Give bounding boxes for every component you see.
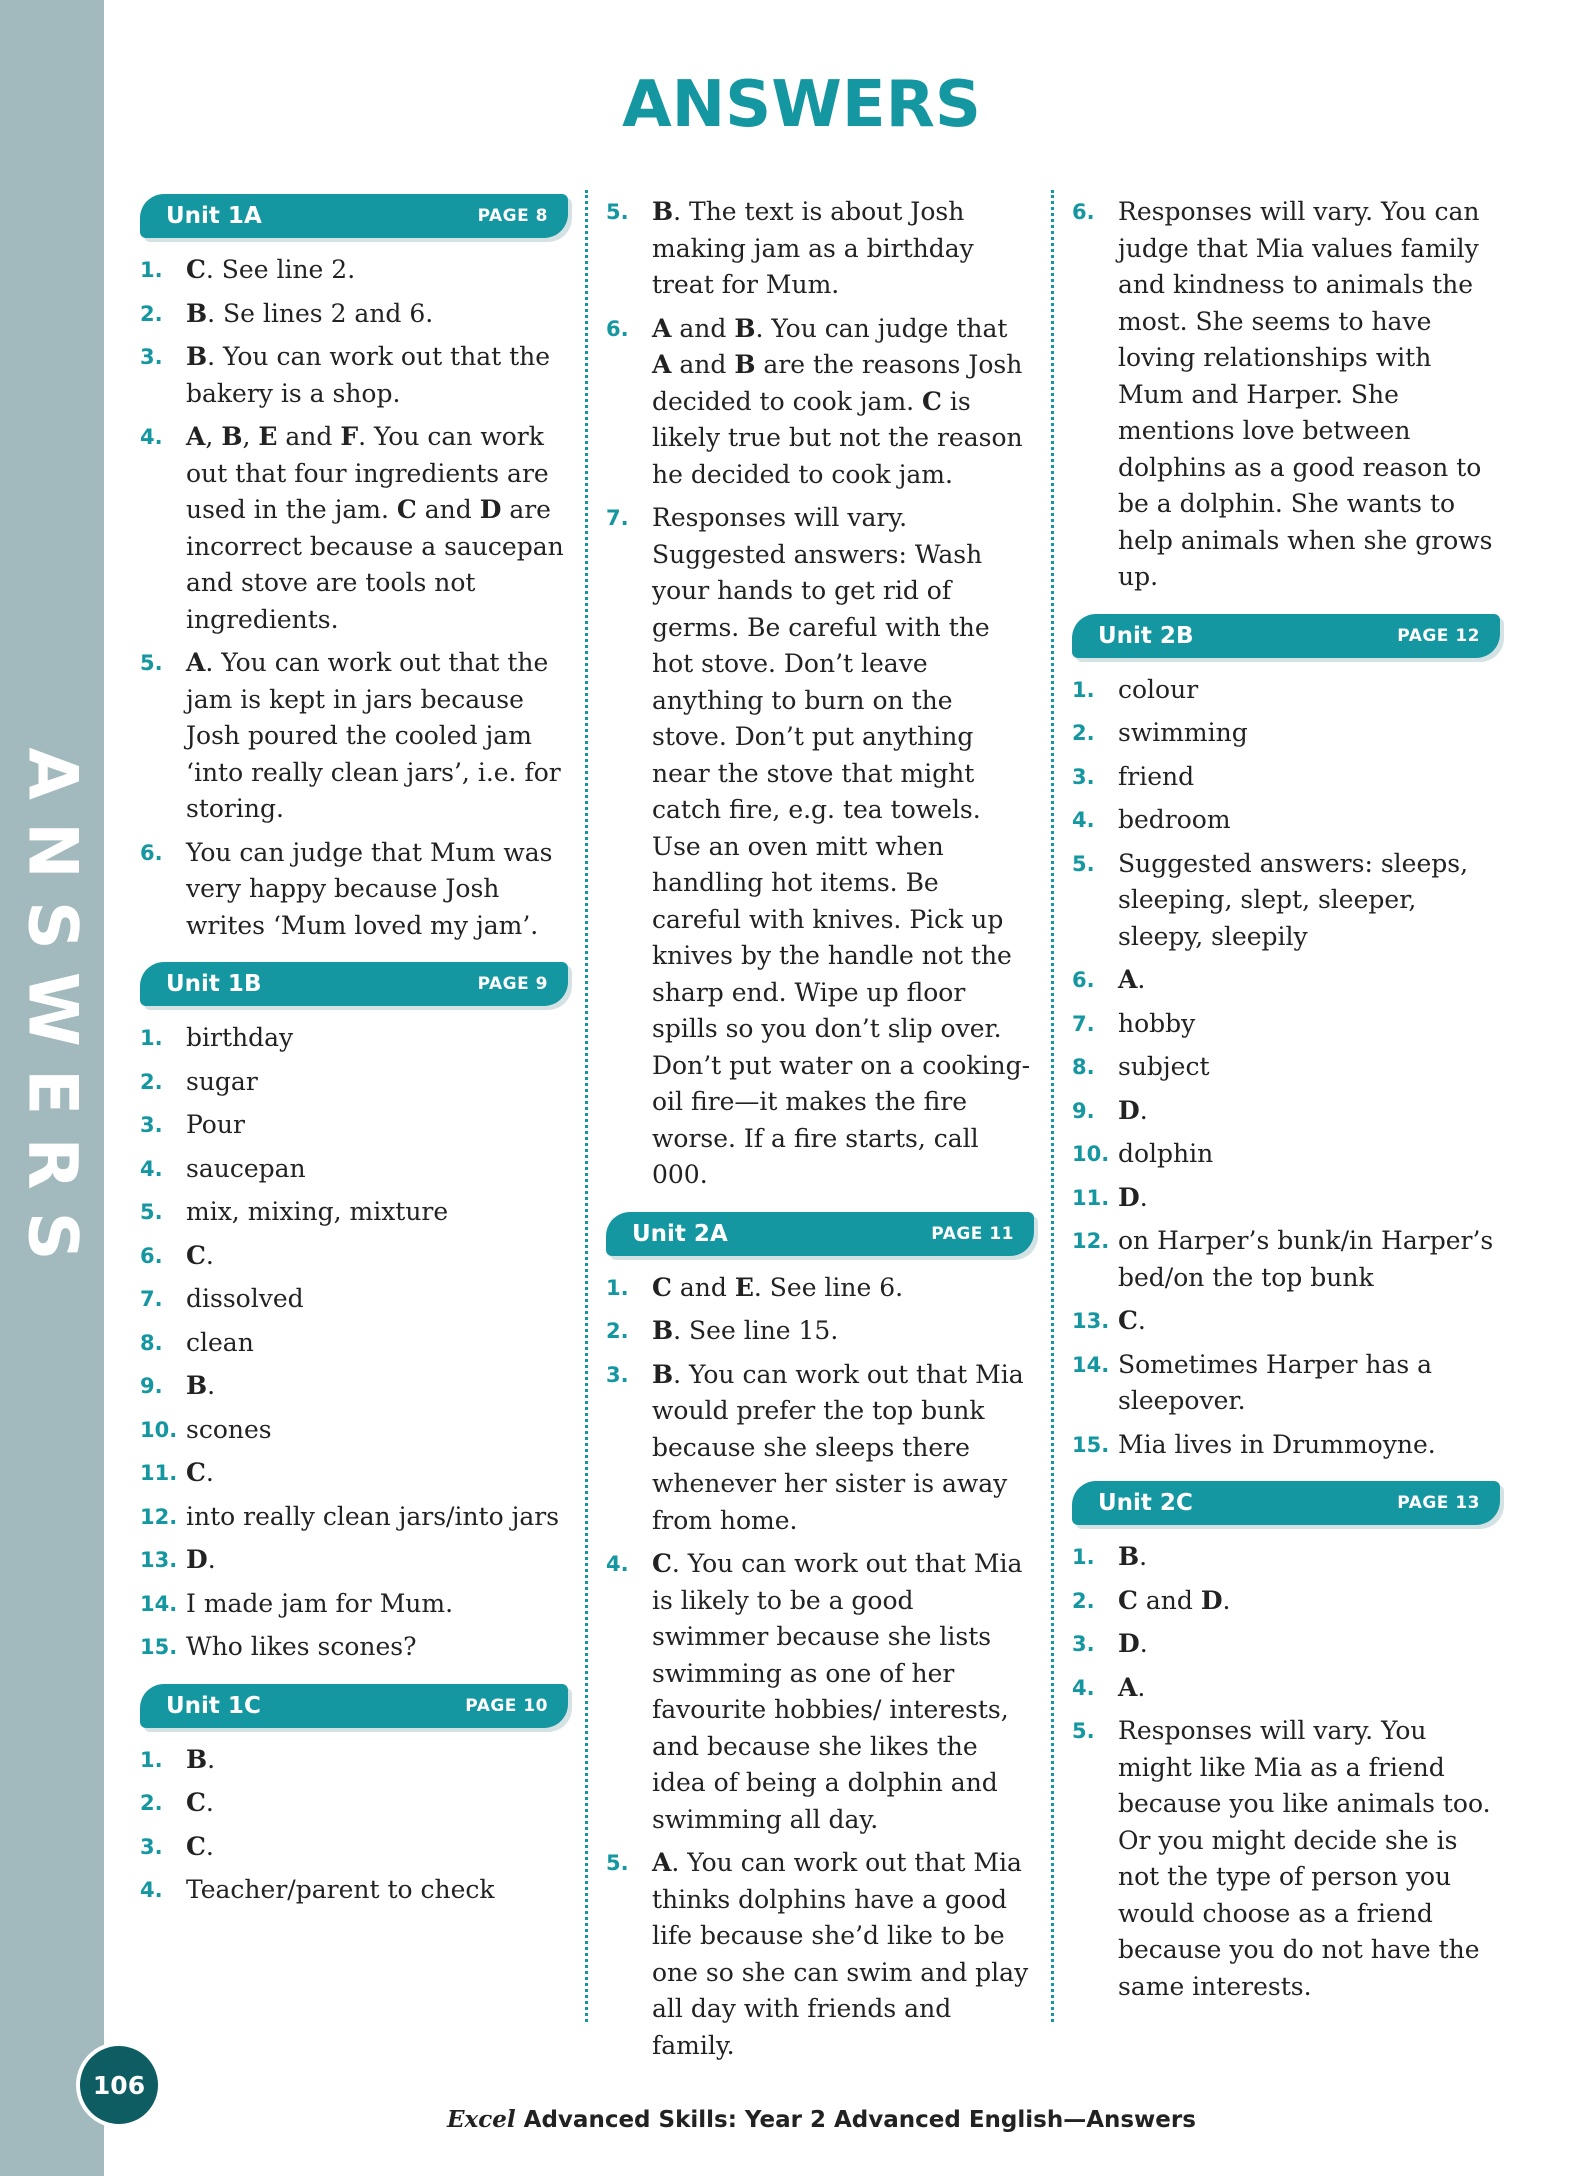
page-number: 106 xyxy=(92,2070,146,2100)
answer-item xyxy=(1072,1539,1500,1576)
unit-name: Unit 1C xyxy=(166,1692,261,1719)
answer-text: You can judge that Mum was very happy because Josh writes ‘Mum loved my jam’. xyxy=(186,837,553,940)
unit-page-ref: PAGE 11 xyxy=(931,1223,1014,1244)
answer-number: 1. xyxy=(1072,1545,1095,1569)
answer-text: bedroom xyxy=(1118,805,1231,834)
answer-item xyxy=(1072,846,1500,956)
answer-number: 3. xyxy=(1072,764,1095,789)
answer-item xyxy=(1072,672,1500,709)
answer-text: C. xyxy=(186,1458,214,1487)
unit-header xyxy=(606,1212,1034,1256)
answer-text: B. xyxy=(186,1371,216,1400)
answer-number: 1. xyxy=(140,1026,163,1050)
answer-text: A. You can work out that the jam is kept in jars because Josh poured the cooled jam ‘into really clean jars’, i.e. for storing. xyxy=(186,648,561,823)
answer-item xyxy=(140,1542,568,1579)
answer-text: into really clean jars/into jars xyxy=(186,1501,560,1531)
answer-text: A. You can work out that Mia thinks dolphins have a good life because she’d like to be one so she can swim and play all day with friends and family. xyxy=(652,1848,1029,2060)
answer-number: 5. xyxy=(1072,851,1095,876)
answer-item xyxy=(140,1499,568,1536)
answer-list xyxy=(606,1270,1034,2065)
answer-text: scones xyxy=(186,1414,272,1444)
unit-page-ref: PAGE 8 xyxy=(477,206,548,226)
answer-text: A, B, E and F. You can work out that four ingredients are used in the jam. C and D are incorrect because a saucepan and stove are tools not ingredients. xyxy=(186,422,564,634)
unit-name: Unit 1A xyxy=(166,203,262,229)
answer-item xyxy=(1072,1093,1500,1130)
answer-number: 14. xyxy=(1072,1352,1110,1377)
answer-number: 6. xyxy=(140,840,163,865)
answer-text: clean xyxy=(186,1327,254,1357)
answer-text: C. xyxy=(186,1240,214,1270)
answer-text: D. xyxy=(1118,1182,1148,1212)
answer-number: 11. xyxy=(140,1461,178,1485)
answer-text: A and B. You can judge that A and B are the reasons Josh decided to cook jam. C is likely true but not the reason he decided to cook jam. xyxy=(652,313,1023,489)
answer-text: saucepan xyxy=(186,1153,306,1183)
answer-text: A. xyxy=(1118,1672,1146,1702)
answer-item xyxy=(606,1546,1034,1838)
answer-number: 13. xyxy=(1072,1309,1110,1333)
unit-page-ref: PAGE 10 xyxy=(465,1695,548,1716)
answer-text: Responses will vary. Suggested answers: Wash your hands to get rid of germs. Be careful with the hot stove. Don’t leave anything to burn on the stove. Don’t put anything near the stove that might catch fire, e.g. tea towels. Use an oven mitt when handling hot items. Be careful with knives. Pick up knives by the handle not the sharp end. Wipe up floor spills so you don’t slip over. Don’t put water on a cooking-oil fire—it makes the fire worse. If a fire starts, call 000. xyxy=(652,503,1031,1189)
answer-list xyxy=(140,252,568,944)
footer-brand: Excel xyxy=(447,2106,516,2133)
answer-list xyxy=(140,1742,568,1909)
answer-text: B. You can work out that Mia would prefer the top bunk because she sleeps there whenever her sister is away from home. xyxy=(652,1359,1024,1535)
answer-item xyxy=(140,645,568,828)
footer-text: Advanced Skills: Year 2 Advanced English—Answers xyxy=(523,2107,1196,2133)
unit-page-ref: PAGE 9 xyxy=(477,974,548,994)
answer-number: 4. xyxy=(140,1156,163,1181)
unit-header xyxy=(1072,614,1500,658)
answer-number: 3. xyxy=(1072,1632,1095,1656)
answer-text: B. The text is about Josh making jam as a birthday treat for Mum. xyxy=(652,197,974,299)
answer-number: 2. xyxy=(140,301,163,326)
answer-number: 7. xyxy=(606,506,629,530)
footer xyxy=(0,2106,1583,2133)
answer-text: I made jam for Mum. xyxy=(186,1588,454,1618)
answer-text: C and D. xyxy=(1118,1585,1231,1615)
answer-item xyxy=(140,296,568,333)
answer-text: swimming xyxy=(1118,718,1248,747)
answers-column-1 xyxy=(140,194,568,1927)
answer-text: Suggested answers: sleeps, sleeping, slept, sleeper, sleepy, sleepily xyxy=(1118,848,1469,951)
answer-item xyxy=(1072,1303,1500,1340)
answer-list xyxy=(1072,672,1500,1464)
answer-item xyxy=(140,419,568,638)
answer-text: D. xyxy=(186,1545,216,1574)
unit-name: Unit 1B xyxy=(166,971,262,997)
answer-item xyxy=(606,1357,1034,1540)
answer-number: 2. xyxy=(140,1069,163,1094)
answer-number: 12. xyxy=(1072,1229,1110,1253)
answer-text: D. xyxy=(1118,1629,1148,1658)
answer-list xyxy=(140,1020,568,1666)
answer-number: 11. xyxy=(1072,1185,1110,1210)
answer-item xyxy=(140,1368,568,1405)
answer-number: 3. xyxy=(140,1113,163,1137)
answer-list xyxy=(1072,194,1500,596)
answer-number: 6. xyxy=(1072,968,1095,992)
answer-item xyxy=(1072,194,1500,596)
unit-header xyxy=(1072,1481,1500,1525)
answer-text: hobby xyxy=(1118,1008,1196,1038)
unit-name: Unit 2B xyxy=(1098,622,1194,649)
answer-number: 5. xyxy=(1072,1719,1095,1743)
answer-number: 4. xyxy=(140,1878,163,1902)
answer-item xyxy=(140,1020,568,1057)
answer-number: 7. xyxy=(1072,1011,1095,1036)
answer-item xyxy=(140,339,568,412)
answer-text: Who likes scones? xyxy=(186,1632,417,1661)
answer-item xyxy=(1072,1049,1500,1086)
answer-number: 10. xyxy=(1072,1142,1110,1166)
unit-header xyxy=(140,962,568,1006)
answer-item xyxy=(1072,1006,1500,1043)
answer-number: 5. xyxy=(140,1200,163,1224)
answer-item xyxy=(140,1785,568,1822)
answer-item xyxy=(606,311,1034,494)
answer-number: 15. xyxy=(140,1635,178,1659)
answer-number: 3. xyxy=(606,1362,629,1387)
answer-item xyxy=(140,1742,568,1779)
answer-text: C. You can work out that Mia is likely to be a good swimmer because she lists swimming as one of her favourite hobbies/ interests, and because she likes the idea of being a dolphin and swimming all day. xyxy=(652,1549,1023,1834)
answer-text: birthday xyxy=(186,1023,294,1052)
answer-item xyxy=(1072,1583,1500,1620)
unit-name: Unit 2C xyxy=(1098,1490,1193,1516)
answer-item xyxy=(1072,1713,1500,2005)
answer-number: 14. xyxy=(140,1591,178,1616)
answer-item xyxy=(140,1064,568,1101)
side-bar xyxy=(0,0,104,2176)
page-title: ANSWERS xyxy=(622,68,981,142)
answer-item xyxy=(140,835,568,945)
answer-text: friend xyxy=(1118,761,1195,791)
answer-item xyxy=(1072,1136,1500,1173)
answer-text: Pour xyxy=(186,1110,245,1139)
answer-text: C. xyxy=(186,1831,214,1861)
answer-item xyxy=(1072,1180,1500,1217)
side-label: ANSWERS xyxy=(12,747,92,1283)
answer-text: Sometimes Harper has a sleepover. xyxy=(1118,1349,1433,1415)
answer-item xyxy=(1072,715,1500,752)
answer-item xyxy=(1072,759,1500,796)
answer-text: Mia lives in Drummoyne. xyxy=(1118,1429,1436,1459)
answer-number: 12. xyxy=(140,1504,178,1529)
answer-number: 5. xyxy=(606,1851,629,1875)
answer-item xyxy=(1072,1427,1500,1464)
answer-number: 4. xyxy=(1072,1675,1095,1700)
answer-text: Responses will vary. You can judge that Mia values family and kindness to animals the most. She seems to have loving relationships with Mum and Harper. She mentions love between dolphins as a good reason to be a dolphin. She wants to help animals when she grows up. xyxy=(1118,197,1493,591)
answer-item xyxy=(140,1281,568,1318)
answer-number: 3. xyxy=(140,345,163,369)
answer-item xyxy=(606,194,1034,304)
unit-page-ref: PAGE 13 xyxy=(1397,1493,1480,1513)
answer-text: B. xyxy=(1118,1542,1148,1571)
answer-number: 4. xyxy=(1072,808,1095,832)
answers-column-3 xyxy=(1072,194,1500,2023)
answer-item xyxy=(606,1313,1034,1350)
answer-text: B. You can work out that the bakery is a shop. xyxy=(186,342,551,408)
answer-text: sugar xyxy=(186,1066,258,1096)
answer-item xyxy=(1072,1670,1500,1707)
answer-number: 8. xyxy=(140,1330,163,1355)
answer-text: mix, mixing, mixture xyxy=(186,1197,449,1226)
answer-item xyxy=(1072,1626,1500,1663)
answer-text: dolphin xyxy=(1118,1139,1214,1168)
answer-item xyxy=(606,1270,1034,1307)
answer-number: 2. xyxy=(140,1791,163,1815)
answer-number: 8. xyxy=(1072,1055,1095,1079)
answer-item xyxy=(140,1151,568,1188)
answer-item xyxy=(140,1629,568,1666)
column-divider xyxy=(585,190,588,2022)
answer-number: 1. xyxy=(606,1275,629,1300)
answer-number: 4. xyxy=(606,1552,629,1576)
answer-number: 5. xyxy=(606,200,629,224)
answer-number: 2. xyxy=(1072,1588,1095,1613)
answer-text: dissolved xyxy=(186,1284,304,1313)
unit-name: Unit 2A xyxy=(632,1220,728,1247)
answer-number: 9. xyxy=(140,1374,163,1398)
answer-number: 7. xyxy=(140,1287,163,1311)
answer-item xyxy=(140,1872,568,1909)
answer-text: D. xyxy=(1118,1095,1148,1125)
answer-text: B. xyxy=(186,1744,216,1774)
answer-item xyxy=(140,1107,568,1144)
answer-text: subject xyxy=(1118,1052,1210,1081)
answer-text: A. xyxy=(1118,965,1146,994)
unit-page-ref: PAGE 12 xyxy=(1397,625,1480,646)
column-divider xyxy=(1051,190,1054,2022)
answer-item xyxy=(140,252,568,289)
answer-number: 1. xyxy=(1072,677,1095,702)
answer-number: 3. xyxy=(140,1834,163,1859)
answer-number: 10. xyxy=(140,1417,178,1442)
answer-text: Teacher/parent to check xyxy=(186,1875,495,1904)
answer-text: C. See line 2. xyxy=(186,255,356,284)
answer-number: 2. xyxy=(1072,721,1095,745)
unit-header xyxy=(140,1684,568,1728)
answer-item xyxy=(1072,1223,1500,1296)
answer-number: 4. xyxy=(140,425,163,449)
answer-item xyxy=(140,1238,568,1275)
answer-number: 1. xyxy=(140,1747,163,1772)
answer-number: 5. xyxy=(140,651,163,675)
answer-number: 6. xyxy=(606,316,629,341)
answer-text: C and E. See line 6. xyxy=(652,1272,904,1302)
answer-item xyxy=(140,1194,568,1231)
answer-text: Responses will vary. You might like Mia as a friend because you like animals too. Or you might decide she is not the type of person you would choose as a friend because you do not have the same interests. xyxy=(1118,1716,1491,2001)
answer-item xyxy=(140,1455,568,1492)
answer-number: 6. xyxy=(140,1243,163,1268)
answer-item xyxy=(1072,1347,1500,1420)
unit-header xyxy=(140,194,568,238)
answer-item xyxy=(140,1586,568,1623)
answer-item xyxy=(1072,802,1500,839)
answer-number: 1. xyxy=(140,258,163,282)
answer-item xyxy=(140,1325,568,1362)
answer-list xyxy=(1072,1539,1500,2005)
answer-text: on Harper’s bunk/in Harper’s bed/on the top bunk xyxy=(1118,1226,1494,1292)
answer-number: 9. xyxy=(1072,1098,1095,1123)
answer-number: 2. xyxy=(606,1319,629,1343)
answer-text: C. xyxy=(1118,1306,1146,1335)
answer-text: colour xyxy=(1118,674,1199,704)
answer-item xyxy=(606,500,1034,1194)
answer-item xyxy=(140,1829,568,1866)
answer-number: 6. xyxy=(1072,200,1095,224)
answer-list xyxy=(606,194,1034,1194)
answer-number: 15. xyxy=(1072,1432,1110,1457)
answer-text: C. xyxy=(186,1788,214,1817)
answer-text: B. Se lines 2 and 6. xyxy=(186,298,434,328)
answer-item xyxy=(1072,962,1500,999)
answer-item xyxy=(140,1412,568,1449)
answers-column-2 xyxy=(606,194,1034,2082)
answer-item xyxy=(606,1845,1034,2064)
answer-text: B. See line 15. xyxy=(652,1316,839,1345)
answer-number: 13. xyxy=(140,1548,178,1572)
